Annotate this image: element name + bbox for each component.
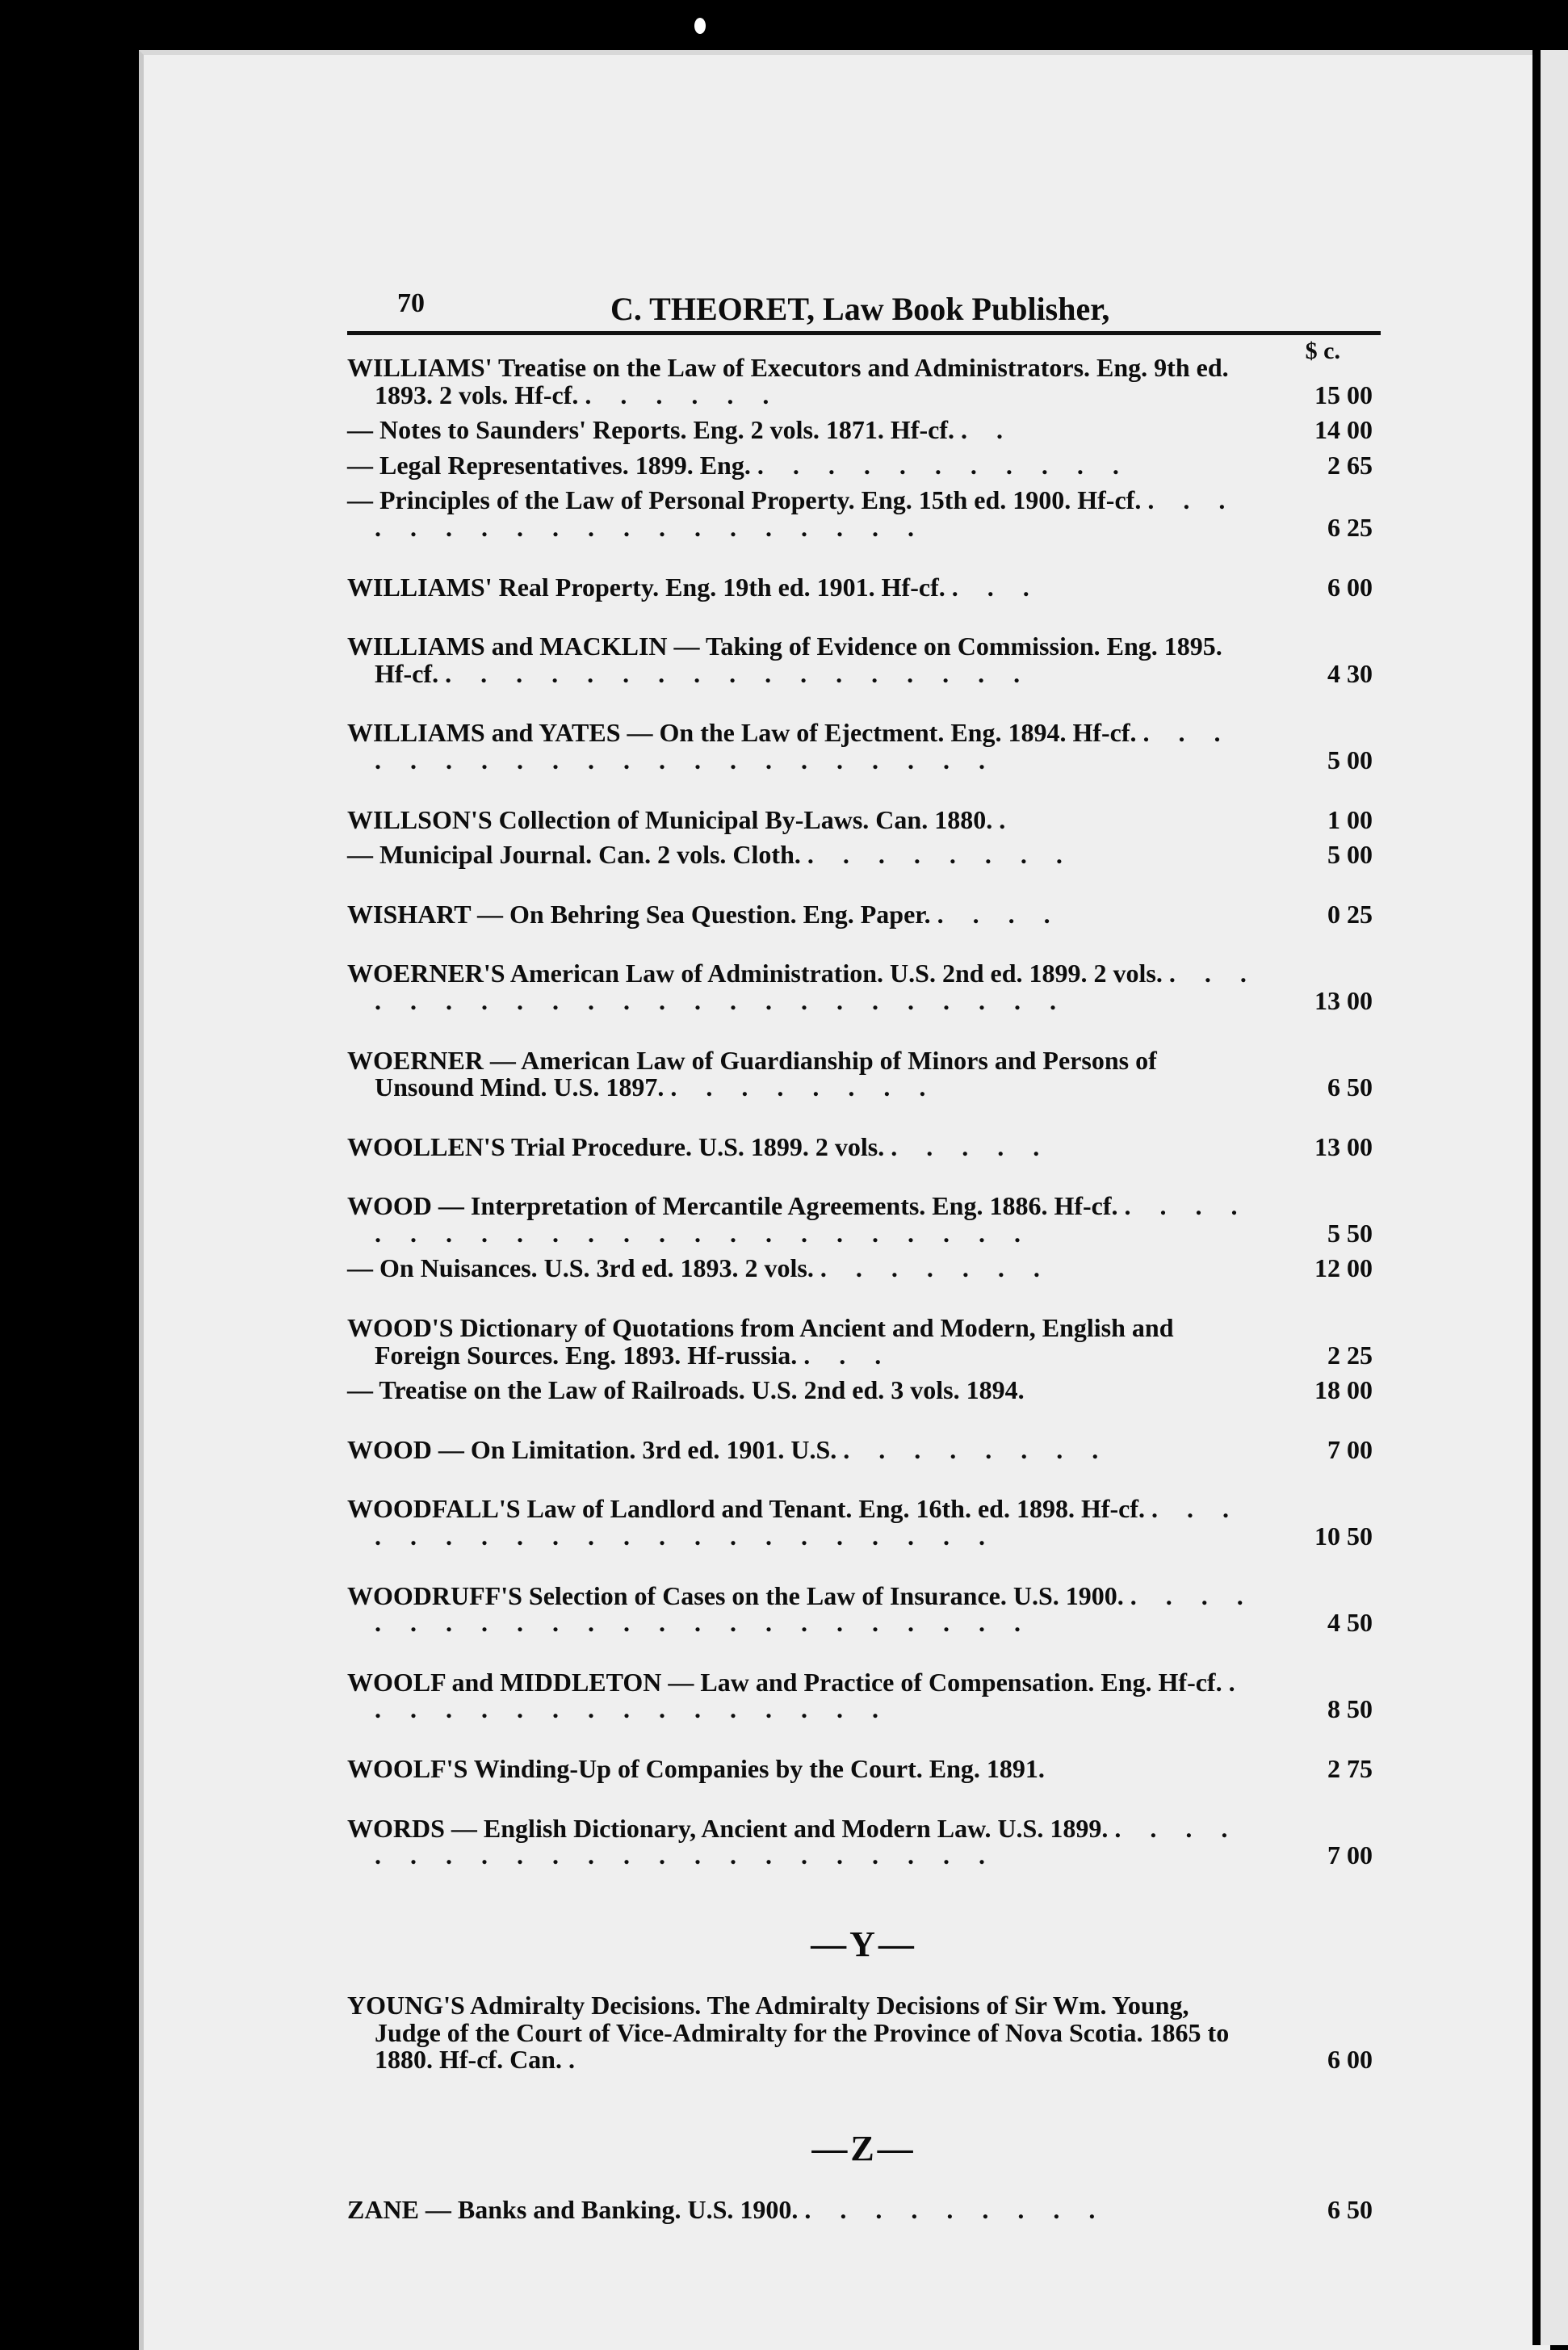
leader-dots: . . . . . . . . . . . . . . . . . . . . . . . (375, 1580, 1255, 1638)
catalogue-entry (347, 1434, 1381, 1464)
entry-text: WOOLF and MIDDLETON — Law and Practice of Compensation. Eng. Hf-cf. (347, 1667, 1222, 1697)
entry-title (347, 1315, 1260, 1369)
entry-title (347, 901, 1260, 929)
section-letter-z: —Z— (811, 2128, 916, 2168)
entry-text: YOUNG'S Admiralty Decisions. The Admiralty Decisions of Sir Wm. Young, Judge of the Court of Vice-Admiralty for the Province of Nova Scotia. 1865 to 1880. Hf-cf. Can. (347, 1990, 1230, 2075)
currency-column-heading: $ c. (1305, 338, 1340, 364)
catalogue-entry (347, 487, 1381, 541)
catalogue-entry (347, 1377, 1381, 1404)
entry-price: 4 30 (1327, 658, 1373, 688)
entry-text: ZANE — Banks and Banking. U.S. 1900. (347, 2194, 799, 2224)
leader-dots: . . . . . . . . . . . . . . . . . . . (375, 485, 1237, 542)
entry-text: WOERNER — American Law of Guardianship of Minors and Persons of Unsound Mind. U.S. 1897. (347, 1045, 1157, 1102)
publisher-heading: C. THEORET, Law Book Publisher, (610, 291, 1110, 327)
entry-title (347, 1992, 1260, 2074)
entry-price: 2 65 (1327, 450, 1373, 480)
leader-dots: . (999, 804, 1017, 834)
adjacent-page-edge (1532, 50, 1568, 2345)
entry-price: 13 00 (1314, 985, 1373, 1015)
entry-text: — Legal Representatives. 1899. Eng. (347, 450, 751, 480)
leader-dots: . . . . . . (585, 380, 781, 409)
entry-title (347, 452, 1260, 480)
leader-dots: . . . . . . . . . . . . . . . . . (445, 658, 1032, 688)
entry-title (347, 1756, 1260, 1783)
catalogue-entry (347, 1992, 1381, 2074)
entry-title (347, 487, 1260, 541)
entry-title (347, 1193, 1260, 1247)
entry-text: WILLIAMS and YATES — On the Law of Ejectment. Eng. 1894. Hf-cf. (347, 718, 1137, 748)
catalogue-entry (347, 1255, 1381, 1282)
entry-text: WILLIAMS and MACKLIN — Taking of Evidence on Commission. Eng. 1895. Hf-cf. (347, 632, 1222, 688)
entry-title (347, 1496, 1260, 1550)
entry-price: 8 50 (1327, 1694, 1373, 1724)
entry-price: 7 00 (1327, 1434, 1373, 1464)
page-number: 70 (397, 288, 425, 318)
entry-title (347, 1131, 1260, 1161)
leader-dots: . . . . . . . . . . . . . . . . . . . . . . (375, 1813, 1239, 1870)
catalogue-entry (347, 804, 1381, 834)
entry-price: 6 00 (1327, 2045, 1373, 2075)
leader-dots: . . . . . . . . . . . . . . . . . . . . . . . (375, 959, 1258, 1015)
entry-title (347, 633, 1260, 687)
catalogue-entry (347, 841, 1381, 869)
entry-text: WOOD — On Limitation. 3rd ed. 1901. U.S. (347, 1434, 837, 1464)
catalogue-entry (347, 2194, 1381, 2224)
entry-text: WOODFALL'S Law of Landlord and Tenant. Eng. 16th. ed. 1898. Hf-cf. (347, 1494, 1146, 1524)
leader-dots: . . . . . . . . . (804, 2194, 1107, 2224)
entry-title (347, 1255, 1260, 1282)
catalogue-entry (347, 633, 1381, 687)
catalogue-entry (347, 452, 1381, 480)
leader-dots: . . . . . . . . . . . . . . . . (375, 1667, 1247, 1724)
leader-dots: . (568, 2045, 586, 2075)
leader-dots: . . (960, 415, 1014, 445)
entry-title (347, 2194, 1260, 2224)
entry-title (347, 1815, 1260, 1870)
leader-dots: . . . . . . . . . . . . . . . . . . . . . . . (375, 1191, 1249, 1248)
entry-text: — Notes to Saunders' Reports. Eng. 2 vols. 1871. Hf-cf. (347, 415, 954, 445)
leader-dots: . . . . . . . . (670, 1072, 937, 1102)
entry-text: WOOLF'S Winding-Up of Companies by the Court. Eng. 1891. (347, 1754, 1045, 1783)
entry-price: 6 50 (1327, 1072, 1373, 1102)
leader-dots: . . . . (937, 899, 1062, 929)
catalogue-entry (347, 417, 1381, 444)
entry-text: WORDS — English Dictionary, Ancient and Modern Law. U.S. 1899. (347, 1813, 1109, 1843)
catalogue-entry (347, 574, 1381, 602)
leader-dots: . . . . . . . . . . . . . . . . . . . . . (375, 1494, 1241, 1551)
entry-text: — Municipal Journal. Can. 2 vols. Cloth. (347, 840, 801, 870)
entry-title (347, 417, 1260, 444)
section-letter-y: —Y— (811, 1924, 917, 1964)
catalogue-entry (347, 1815, 1381, 1870)
entry-price: 5 50 (1327, 1218, 1373, 1248)
leader-dots: . . . (951, 572, 1041, 602)
entry-price: 13 00 (1314, 1131, 1373, 1161)
entry-text: — On Nuisances. U.S. 3rd ed. 1893. 2 vols. (347, 1253, 814, 1283)
catalogue-entry (347, 1131, 1381, 1161)
catalogue-entry (347, 720, 1381, 774)
leader-dots: . . . . . . . . (807, 840, 1074, 870)
entry-text: WILLSON'S Collection of Municipal By-Laws. Can. 1880. (347, 804, 993, 834)
entry-price: 6 50 (1327, 2194, 1373, 2224)
catalogue-entry (347, 1756, 1381, 1783)
catalogue-entry (347, 1047, 1381, 1102)
scan-speck (694, 18, 706, 34)
entry-price: 4 50 (1327, 1608, 1373, 1638)
entry-text: WOOLLEN'S Trial Procedure. U.S. 1899. 2 vols. (347, 1131, 885, 1161)
entry-text: WISHART — On Behring Sea Question. Eng. Paper. (347, 899, 931, 929)
entry-title (347, 720, 1260, 774)
catalogue-entry (347, 901, 1381, 929)
entry-title (347, 355, 1260, 409)
leader-dots: . . . . . (891, 1131, 1051, 1161)
page-content (347, 275, 1381, 2224)
entry-price: 1 00 (1327, 804, 1373, 834)
entry-title (347, 841, 1260, 869)
leader-dots: . . . . . . . . . . . (757, 450, 1130, 480)
entry-title (347, 1047, 1260, 1102)
leader-dots: . . . . . . . (820, 1253, 1051, 1283)
catalogue-entry (347, 1193, 1381, 1247)
entry-price: 14 00 (1314, 415, 1373, 445)
entry-title (347, 1377, 1260, 1404)
running-header (347, 275, 1381, 335)
entry-title (347, 1669, 1260, 1723)
entry-title (347, 960, 1260, 1014)
entry-title (347, 804, 1260, 834)
entry-text: WILLIAMS' Treatise on the Law of Executors and Administrators. Eng. 9th ed. 1893. 2 vols. Hf-cf. (347, 353, 1229, 409)
entry-text: WOERNER'S American Law of Administration. U.S. 2nd ed. 1899. 2 vols. (347, 959, 1163, 988)
entry-price: 6 00 (1327, 572, 1373, 602)
catalogue-entry (347, 1496, 1381, 1550)
catalogue-entry (347, 1669, 1381, 1723)
entry-price: 2 25 (1327, 1340, 1373, 1370)
entry-price: 0 25 (1327, 899, 1373, 929)
catalogue-entry (347, 355, 1381, 409)
catalogue-entries (347, 355, 1381, 1870)
entry-title (347, 1434, 1260, 1464)
leader-dots: . . . . . . . . . . . . . . . . . . . . . (375, 718, 1232, 774)
entry-text: WOODRUFF'S Selection of Cases on the Law of Insurance. U.S. 1900. (347, 1580, 1124, 1610)
entry-price: 5 00 (1327, 745, 1373, 774)
entry-price: 2 75 (1327, 1754, 1373, 1783)
entry-price: 18 00 (1314, 1375, 1373, 1405)
entry-price: 5 00 (1327, 840, 1373, 870)
catalogue-entry (347, 1580, 1381, 1638)
catalogue-entries-y (347, 1992, 1381, 2074)
catalogue-entry (347, 1315, 1381, 1369)
entry-text: — Principles of the Law of Personal Property. Eng. 15th ed. 1900. Hf-cf. (347, 485, 1142, 515)
entry-price: 15 00 (1314, 380, 1373, 409)
leader-dots: . . . . . . . . (843, 1434, 1110, 1464)
entry-text: — Treatise on the Law of Railroads. U.S. 2nd ed. 3 vols. 1894. (347, 1375, 1025, 1405)
entry-text: WOOD — Interpretation of Mercantile Agreements. Eng. 1886. Hf-cf. (347, 1191, 1118, 1221)
entry-text: WOOD'S Dictionary of Quotations from Ancient and Modern, English and Foreign Sources. Eng. 1893. Hf-russia. (347, 1313, 1174, 1370)
entry-price: 10 50 (1314, 1521, 1373, 1551)
catalogue-entry (347, 960, 1381, 1014)
entry-price: 6 25 (1327, 512, 1373, 542)
entry-price: 12 00 (1314, 1253, 1373, 1283)
entry-title (347, 574, 1260, 602)
entry-text: WILLIAMS' Real Property. Eng. 19th ed. 1901. Hf-cf. (347, 572, 945, 602)
entry-title (347, 1580, 1260, 1638)
entry-price: 7 00 (1327, 1840, 1373, 1870)
catalogue-entries-z (347, 2194, 1381, 2224)
leader-dots: . . . (803, 1340, 893, 1370)
